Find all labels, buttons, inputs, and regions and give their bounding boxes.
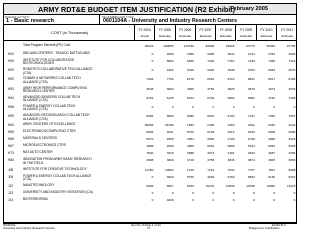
- project-name: POWER & ENERGY COLLAB TECH: [23, 104, 76, 108]
- cost-value: 26666: [144, 123, 154, 128]
- cost-value: 2753: [268, 52, 276, 56]
- cost-value: 10768: [246, 183, 255, 188]
- cost-value: 2670: [288, 68, 296, 73]
- cost-value: 7840: [146, 151, 154, 156]
- cost-value: 0: [192, 190, 194, 195]
- cost-value: 3929: [166, 174, 174, 179]
- cost-value: 6792: [207, 95, 215, 100]
- cost-value: 3546: [146, 86, 154, 91]
- cost-value: 2728: [227, 137, 235, 142]
- cost-value: 5070: [146, 137, 154, 142]
- footer-exhibit: Exhibit R-2: [272, 223, 286, 227]
- cost-value: 0: [273, 105, 276, 109]
- cost-value: 94770: [246, 44, 255, 48]
- cost-value: 0: [151, 197, 154, 202]
- cost-value: 0: [212, 105, 215, 109]
- column-header: [277, 25, 297, 41]
- pe-title: 0601104A - University and Industry Research Centers: [103, 18, 238, 24]
- cost-value: 5892: [166, 59, 174, 63]
- project-code: H73: [8, 151, 14, 156]
- cost-value: 7157: [227, 59, 235, 63]
- cost-value: 3874: [247, 158, 255, 163]
- cost-value: 2463: [227, 123, 235, 128]
- cost-value: 3660: [166, 158, 174, 163]
- cost-value: 93222: [144, 44, 154, 48]
- cost-value: 3870: [247, 86, 255, 91]
- project-code: H09: [8, 68, 14, 73]
- column-year: FY 2007: [199, 28, 212, 32]
- project-name: HBCU/MI CENTERS - TRADOC BATTLELABS: [23, 51, 90, 55]
- cost-value: 6560: [288, 130, 296, 135]
- project-code: H53: [8, 86, 14, 91]
- cost-value: 6327: [288, 174, 296, 179]
- cost-value: 3688: [146, 158, 154, 163]
- cost-value: 0: [273, 190, 276, 195]
- cost-value: 2763: [247, 68, 255, 73]
- budget-activity: 1 - Basic research: [6, 18, 54, 24]
- project-name-continued: (CTA): [23, 70, 32, 75]
- cost-value: 10536: [225, 183, 235, 188]
- column-status: Estimate: [199, 34, 212, 38]
- cost-value: 3662: [166, 86, 174, 91]
- cost-value: 10276: [205, 183, 215, 188]
- cost-value: 8381: [207, 77, 215, 82]
- cost-value: 0: [232, 190, 235, 195]
- cost-value: 0: [151, 59, 154, 63]
- project-code: H50: [8, 77, 14, 82]
- cost-value: 5806: [146, 130, 154, 135]
- cost-value: 2462: [247, 123, 255, 128]
- cost-value: 2660: [207, 137, 215, 142]
- project-name: ROBOTICS COLLABORATIVE TECH ALLIANCE: [23, 67, 93, 72]
- project-name-continued: IN THE FIELD: [23, 160, 44, 165]
- cost-value: 26786: [164, 123, 174, 128]
- cost-value: 8722: [227, 77, 235, 82]
- project-name: POWER & ENERGY COLLAB TECH ALLIANCE: [23, 173, 92, 178]
- column-header: [257, 25, 277, 41]
- cost-value: 2688: [187, 151, 194, 156]
- cost-value: 3044: [227, 52, 235, 56]
- cost-value: 100655: [163, 44, 174, 48]
- cost-value: 2460: [207, 123, 215, 128]
- cost-value: 0: [293, 105, 296, 109]
- cost-value: 4888: [146, 144, 154, 149]
- cost-value: 3950: [288, 158, 296, 163]
- cost-value: 6162: [146, 95, 154, 100]
- project-name-continued: ALLIANCE (CTA): [23, 107, 48, 112]
- cost-value: 0: [192, 105, 194, 109]
- cost-value: 2443: [288, 123, 296, 128]
- project-name: ADVANCED DECISION ARCH COLLAB TECH: [23, 113, 90, 118]
- project-name: MICROELECTRONICS CTRS: [23, 143, 66, 148]
- cost-value: 4006: [166, 197, 174, 202]
- cost-value: 3826: [227, 86, 235, 91]
- project-name-continued: ALLIANCE (CTA): [23, 116, 48, 121]
- cost-value: 4686: [166, 52, 174, 56]
- project-name: NAT AUTO CENTER: [23, 150, 53, 155]
- cost-value: 4074: [268, 86, 276, 91]
- project-code: H59: [8, 114, 14, 119]
- column-year: FY 2009: [240, 28, 253, 32]
- cost-value: 7239: [247, 59, 255, 63]
- cost-value: 113793: [183, 44, 194, 48]
- cost-value: 2949: [207, 68, 215, 73]
- cost-value: 9906: [146, 183, 154, 188]
- budget-activity-label: BUDGET ACTIVITY: [5, 15, 30, 19]
- cost-value: 6704: [227, 114, 235, 119]
- project-code: H65: [8, 130, 14, 135]
- column-year: FY 2006: [179, 28, 192, 32]
- cost-value: 4079: [288, 86, 296, 91]
- cost-value: 0: [151, 190, 154, 195]
- cost-value: 2446: [268, 123, 276, 128]
- cost-value: 7283: [288, 95, 296, 100]
- cost-value: 6226: [247, 130, 255, 135]
- cost-value: 2666: [288, 52, 296, 56]
- cost-value: 6902: [227, 95, 235, 100]
- cost-value: 5328: [288, 144, 296, 149]
- cost-value: 0: [192, 197, 194, 202]
- project-name: UNIVERSITY AND INDUSTRY INITIATIVES (CA): [23, 189, 93, 194]
- cost-value: 2989: [207, 52, 215, 56]
- cost-value: 2402: [166, 68, 174, 73]
- cost-value: 7915: [166, 151, 174, 156]
- cost-header-cell: [4, 25, 135, 41]
- cost-value: 11215: [287, 183, 296, 188]
- cost-value: 0: [151, 105, 154, 109]
- cost-value: 5863: [247, 174, 255, 179]
- cost-value: 2955: [166, 137, 174, 142]
- column-header: [237, 25, 257, 41]
- cost-value: 6130: [268, 174, 276, 179]
- cost-value: 0: [253, 105, 255, 109]
- column-status: Estimate: [179, 34, 192, 38]
- project-code: H04: [8, 52, 14, 56]
- cost-value: 7707: [247, 167, 255, 172]
- project-code: J08: [8, 167, 14, 172]
- cost-value: 3718: [187, 158, 194, 163]
- project-name-continued: ALLIANCE (CTA): [23, 79, 48, 84]
- cost-value: 6053: [187, 114, 194, 119]
- column-status: Estimate: [240, 34, 252, 38]
- footer-item-page: Item No. 5 Page 1 of 44: [131, 223, 161, 227]
- cost-value: 3074: [207, 151, 215, 156]
- cost-value: 2915: [288, 137, 296, 142]
- project-name: INSTITUTE FOR CREATIVE TECHNOLOGY: [23, 166, 87, 171]
- column-year: FY 2010: [260, 28, 273, 32]
- project-name: NANOTECHNOLOGY: [23, 182, 55, 187]
- cost-value: 7149: [187, 167, 194, 172]
- footer-pe-title: University and Industry Research Centers: [3, 226, 55, 230]
- cost-value: 3203: [247, 151, 255, 156]
- cost-value: 6076: [207, 114, 215, 119]
- project-name: COMMS & NETWORKS COLLAB TECH: [23, 76, 81, 81]
- cost-value: 2654: [187, 137, 194, 142]
- project-name-continued: RESEARCH CENTER: [23, 88, 55, 93]
- cost-value: 9221: [166, 130, 174, 135]
- cost-header: COST (In Thousands): [50, 31, 88, 35]
- cost-value: 0: [232, 197, 235, 202]
- cost-value: 94509: [225, 44, 235, 48]
- cost-value: 7352: [268, 114, 276, 119]
- page-title: ARMY RDT&E BUDGET ITEM JUSTIFICATION (R2 Exhibit): [38, 5, 235, 14]
- cost-value: 0: [151, 52, 154, 56]
- project-code: H67: [8, 144, 14, 149]
- project-name-continued: (CTA): [23, 176, 32, 181]
- column-header: [216, 25, 236, 41]
- project-name-continued: ALLIANCE (CTA): [23, 98, 48, 103]
- cost-value: 7324: [288, 59, 296, 63]
- cost-value: 5159: [227, 174, 235, 179]
- project-name: ARMY HIGH PERFORMANCE COMPUTING: [23, 85, 88, 90]
- cost-value: 7457: [288, 114, 296, 119]
- cost-value: 6125: [166, 95, 174, 100]
- cost-value: 0: [171, 190, 174, 195]
- project-code: H80: [8, 158, 14, 163]
- cost-value: 5766: [187, 174, 194, 179]
- cost-table: [3, 25, 297, 223]
- cost-value: 9543: [187, 183, 194, 188]
- project-code: J14: [8, 197, 14, 202]
- cost-value: 5856: [166, 114, 174, 119]
- cost-value: 11450: [144, 167, 154, 172]
- footer-justification: Budget Item Justification: [249, 226, 280, 230]
- column-year: FY 2011: [281, 28, 294, 32]
- cost-value: 10682: [164, 167, 174, 172]
- cost-value: 3845: [227, 158, 235, 163]
- cost-value: 2868: [268, 137, 276, 142]
- cost-value: 10982: [266, 183, 276, 188]
- cost-value: 83006: [205, 44, 215, 48]
- cost-value: 0: [273, 197, 276, 202]
- project-code: J12: [8, 183, 14, 188]
- column-header: [135, 25, 155, 41]
- cost-value: 6614: [187, 95, 194, 100]
- cost-value: 7006: [207, 59, 215, 63]
- column-header: [176, 25, 196, 41]
- cost-value: 2798: [247, 137, 255, 142]
- cost-value: 6212: [227, 130, 235, 135]
- project-code: J09: [8, 174, 14, 179]
- footer-page-number: 71: [147, 226, 151, 230]
- project-name: BIOTERRORISM: [23, 196, 48, 201]
- cost-value: 3666: [187, 86, 194, 91]
- cost-value: 97756: [286, 44, 296, 48]
- cost-value: 7762: [166, 77, 174, 82]
- cost-value: 8178: [187, 77, 194, 82]
- cost-value: 3305: [288, 151, 296, 156]
- cost-value: 4966: [187, 144, 194, 149]
- footer-pe-number: 0601104A: [3, 223, 16, 227]
- cost-value: 3758: [207, 158, 215, 163]
- project-code: H66: [8, 137, 14, 142]
- pe-label: PE NUMBER AND TITLE: [102, 15, 134, 19]
- cost-value: 0: [171, 105, 174, 109]
- cost-value: 2956: [187, 52, 194, 56]
- project-name: ELECTRONICS/COMPUTING CTRS: [23, 129, 76, 134]
- cost-value: 2946: [227, 68, 235, 73]
- cost-value: 8841: [247, 77, 255, 82]
- column-status: Estimate: [260, 34, 273, 38]
- info-row: [3, 15, 297, 25]
- cost-value: 0: [253, 197, 255, 202]
- cost-value: 0: [212, 197, 215, 202]
- cost-value: 7962: [146, 77, 154, 82]
- cost-value: 1683: [187, 123, 194, 128]
- cost-value: 7122: [268, 95, 276, 100]
- cost-value: 0: [151, 174, 154, 179]
- cost-value: 3905: [268, 158, 276, 163]
- cost-value: 5099: [227, 144, 235, 149]
- cost-value: 0: [212, 190, 215, 195]
- cost-value: 95494: [266, 44, 276, 48]
- cost-value: 5044: [207, 144, 215, 149]
- project-name-continued: BIOTECHNOLOGIES: [23, 61, 54, 66]
- column-year: FY 2008: [219, 28, 232, 32]
- project-name: ADVANCED SENSORS COLLAB TECH: [23, 94, 80, 99]
- column-header: [155, 25, 175, 41]
- column-year: FY 2004: [138, 28, 151, 32]
- cost-value: 3287: [268, 151, 276, 156]
- cost-value: 8907: [166, 183, 174, 188]
- cost-value: 5702: [187, 130, 194, 135]
- cost-value: 8917: [268, 77, 276, 82]
- cost-value: 6082: [146, 114, 154, 119]
- project-code: H56: [8, 105, 14, 109]
- project-code: H05: [8, 59, 14, 63]
- cost-value: 7542: [227, 167, 235, 172]
- title-band: [3, 3, 297, 15]
- cost-value: 6109: [207, 130, 215, 135]
- cost-value: 8196: [288, 77, 296, 82]
- cost-value: 0: [293, 197, 296, 202]
- project-name: ARMY CENTERS OF EXCELLENCE: [23, 122, 76, 127]
- column-year: FY 2005: [158, 28, 171, 32]
- cost-value: 2744: [247, 52, 255, 56]
- cost-value: 7359: [268, 59, 276, 63]
- cost-value: 6962: [247, 95, 255, 100]
- cost-value: 7811: [268, 167, 276, 172]
- cost-value: 4646: [207, 174, 215, 179]
- project-code: H54: [8, 95, 14, 100]
- project-name: Total Program Element (PE) Cost: [23, 43, 71, 47]
- cost-value: 3752: [207, 86, 215, 91]
- cost-value: 6408: [268, 130, 276, 135]
- cost-value: 8068: [288, 167, 296, 172]
- cost-value: 5254: [268, 144, 276, 149]
- project-code: H64: [8, 123, 14, 128]
- project-name: INNOVATION FROM ARMY BASIC RESEARCH: [23, 157, 92, 162]
- project-name: MATERIALS CENTERS: [23, 136, 57, 141]
- column-status: Estimate: [159, 34, 171, 38]
- project-code: J13: [8, 190, 14, 195]
- budget-activity-cell: [4, 15, 100, 24]
- cost-value: 2693: [268, 68, 276, 73]
- cost-value: 6820: [187, 59, 194, 63]
- cost-value: 2316: [187, 68, 194, 73]
- cost-value: 0: [151, 68, 154, 73]
- cost-value: 0: [253, 190, 255, 195]
- cost-value: 4666: [166, 144, 174, 149]
- column-status: Estimate: [281, 34, 294, 38]
- column-status: Estimate: [220, 34, 232, 38]
- cost-value: 7121: [247, 114, 255, 119]
- project-name: INSTITUTE FOR COLLABORATIVE: [23, 58, 75, 62]
- column-header: [196, 25, 216, 41]
- cost-value: 3181: [227, 151, 235, 156]
- cost-value: 0: [232, 105, 235, 109]
- cost-value: 0: [293, 190, 296, 195]
- exhibit-date: February 2005: [230, 6, 268, 12]
- column-status: Actual: [140, 34, 149, 38]
- cost-value: 5124: [247, 144, 255, 149]
- cost-value: 7219: [207, 167, 215, 172]
